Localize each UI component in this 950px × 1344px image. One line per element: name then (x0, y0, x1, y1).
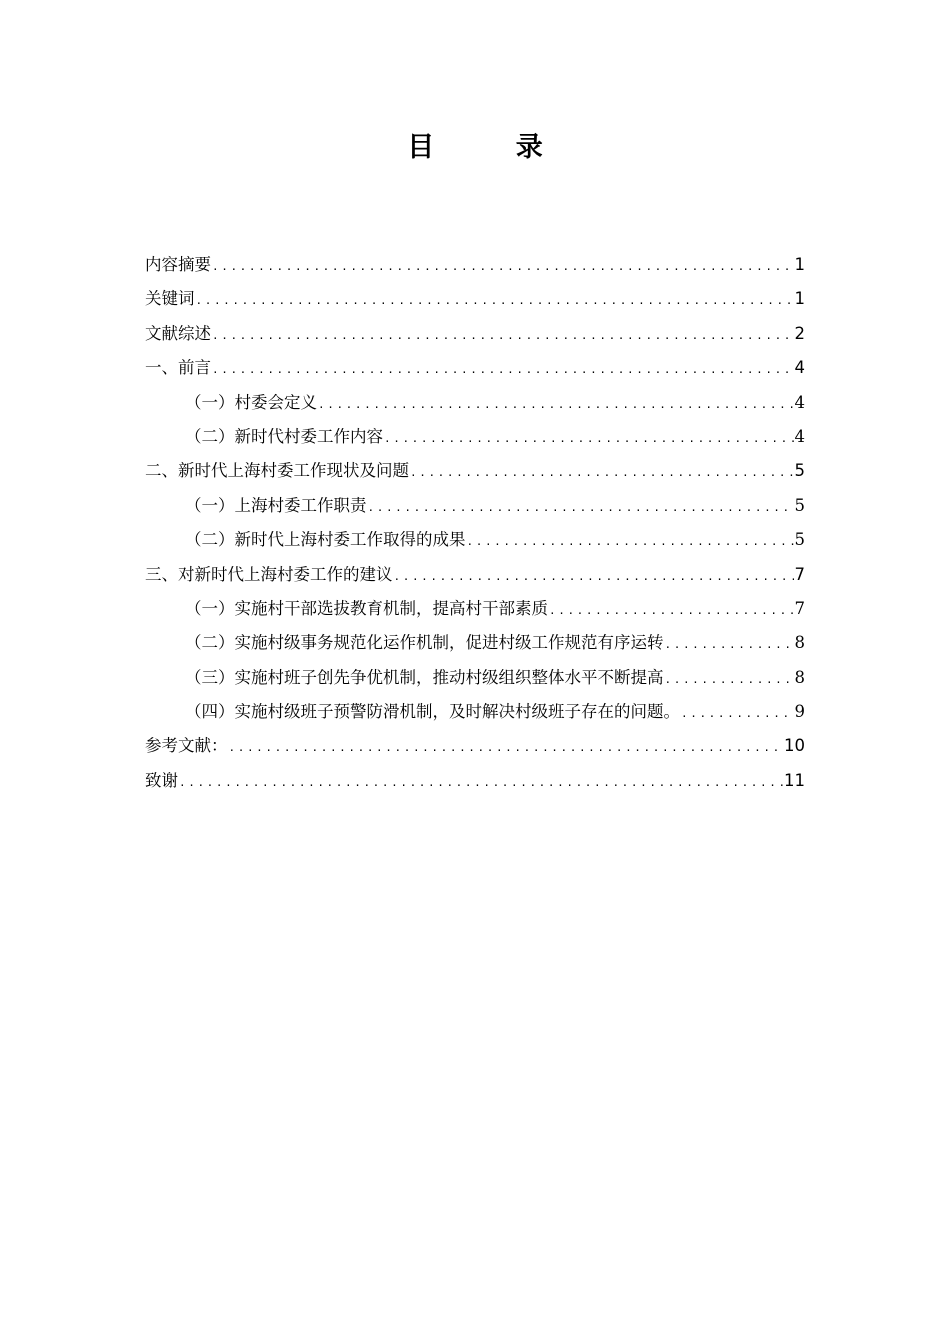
dot-leader (384, 422, 794, 456)
toc-subentry[interactable] (145, 420, 805, 454)
toc-entry-label: （一）村委会定义 (185, 392, 317, 412)
table-of-contents (145, 248, 805, 798)
toc-subentry[interactable] (145, 695, 805, 729)
toc-entry[interactable] (145, 248, 805, 282)
toc-subentry[interactable] (145, 489, 805, 523)
toc-subentry[interactable] (145, 661, 805, 695)
toc-entry-page: 2 (794, 323, 805, 343)
dot-leader (665, 628, 794, 662)
toc-subentry[interactable] (145, 523, 805, 557)
toc-entry[interactable] (145, 558, 805, 592)
dot-leader (229, 731, 784, 765)
dot-leader (410, 456, 794, 490)
toc-entry-page: 4 (794, 392, 805, 412)
toc-entry-label: 致谢 (145, 770, 178, 790)
toc-entry-label: （二）实施村级事务规范化运作机制，促进村级工作规范有序运转 (185, 633, 664, 653)
dot-leader (212, 250, 794, 284)
toc-entry-label: （一）上海村委工作职责 (185, 495, 367, 515)
toc-entry[interactable] (145, 351, 805, 385)
toc-entry-page: 7 (794, 598, 805, 618)
toc-entry-label: 内容摘要 (145, 255, 211, 274)
toc-entry-page: 5 (794, 530, 805, 550)
toc-subentry[interactable] (145, 592, 805, 626)
toc-entry-page: 8 (794, 633, 805, 653)
toc-entry-label: 一、前言 (145, 358, 211, 378)
toc-entry-page: 7 (794, 564, 805, 584)
toc-entry-page: 5 (794, 461, 805, 481)
toc-entry-label: （二）新时代村委工作内容 (185, 426, 383, 446)
toc-subentry[interactable] (145, 386, 805, 420)
toc-entry-label: （三）实施村班子创先争优机制，推动村级组织整体水平不断提高 (185, 667, 664, 687)
toc-entry-label: 二、新时代上海村委工作现状及问题 (145, 461, 409, 481)
toc-entry-page: 11 (784, 770, 805, 790)
toc-entry-label: 三、对新时代上海村委工作的建议 (145, 564, 393, 584)
toc-entry-label: 参考文献： (145, 736, 228, 756)
dot-leader (394, 560, 794, 594)
toc-entry-page: 1 (794, 289, 805, 309)
dot-leader (212, 353, 794, 387)
toc-entry-label: （一）实施村干部选拔教育机制，提高村干部素质 (185, 598, 548, 618)
toc-entry-page: 1 (794, 255, 805, 274)
toc-entry-page: 5 (794, 495, 805, 515)
toc-entry-page: 9 (794, 702, 805, 722)
toc-entry[interactable] (145, 282, 805, 316)
dot-leader (179, 766, 783, 800)
dot-leader (196, 284, 794, 318)
toc-entry-page: 8 (794, 667, 805, 687)
dot-leader (368, 491, 794, 525)
toc-entry-page: 4 (794, 426, 805, 446)
dot-leader (681, 697, 794, 731)
toc-entry[interactable] (145, 317, 805, 351)
toc-entry-label: 文献综述 (145, 323, 211, 343)
toc-entry-label: （四）实施村级班子预警防滑机制，及时解决村级班子存在的问题。 (185, 702, 680, 722)
dot-leader (549, 594, 794, 628)
dot-leader (212, 319, 794, 353)
toc-subentry[interactable] (145, 626, 805, 660)
toc-entry-label: （二）新时代上海村委工作取得的成果 (185, 530, 466, 550)
toc-entry[interactable] (145, 764, 805, 798)
toc-entry-page: 10 (784, 736, 805, 756)
dot-leader (318, 388, 794, 422)
dot-leader (665, 663, 794, 697)
toc-entry-page: 4 (794, 358, 805, 378)
toc-entry-label: 关键词 (145, 289, 195, 309)
toc-title: 目 录 (407, 132, 579, 163)
dot-leader (467, 525, 794, 559)
toc-entry[interactable] (145, 454, 805, 488)
toc-entry[interactable] (145, 729, 805, 763)
